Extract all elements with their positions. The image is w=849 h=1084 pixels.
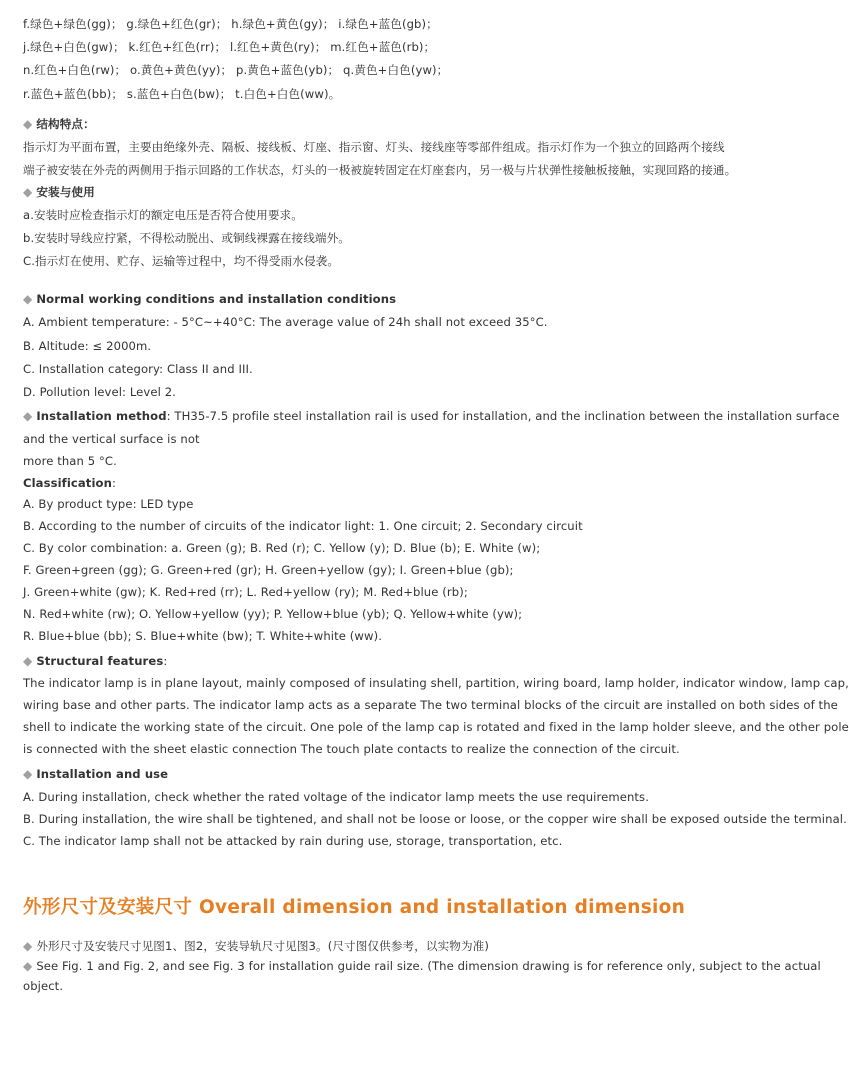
color-item: q.黄色+白色(yw)；: [343, 63, 449, 77]
en-conditions-b: B. Altitude: ≤ 2000m.: [23, 339, 152, 353]
color-item: r.蓝色+蓝色(bb)；: [23, 87, 124, 101]
en-conditions-a: A. Ambient temperature: - 5°C~+40°C: The average value of 24h shall not exceed 35°C.: [23, 315, 548, 329]
en-classification-line: B. According to the number of circuits of the indicator light: 1. One circuit; 2. Secondary circuit: [23, 519, 583, 533]
bullet-icon: ◆: [23, 292, 33, 306]
color-item: t.白色+白色(ww)。: [235, 87, 341, 101]
color-item: p.黄色+蓝色(yb)；: [236, 63, 340, 77]
en-use-heading: ◆ Installation and use: [23, 767, 169, 781]
zh-structure-body-2: 端子被安装在外壳的两侧用于指示回路的工作状态，灯头的一极被旋转固定在灯座套内，另一极与片状弹性接触板接触，实现回路的接通。: [23, 163, 737, 177]
bullet-icon: ◆: [23, 409, 33, 423]
bullet-icon: ◆: [23, 767, 33, 781]
dimension-en-note-1: ◆ See Fig. 1 and Fig. 2, and see Fig. 3 for installation guide rail size. (The dimension drawing is for reference only, subject to the actual: [23, 959, 821, 973]
color-item: g.绿色+红色(gr)；: [126, 17, 228, 31]
color-item: o.黄色+黄色(yy)；: [130, 63, 233, 77]
color-line-2: [23, 39, 835, 55]
zh-install-b: b.安装时导线应拧紧，不得松动脱出、或铜线裸露在接线端外。: [23, 231, 350, 245]
zh-install-a: a.安装时应检查指示灯的额定电压是否符合使用要求。: [23, 208, 303, 222]
en-conditions-c: C. Installation category: Class II and III.: [23, 362, 253, 376]
en-classification-line: A. By product type: LED type: [23, 497, 194, 511]
color-line-4: [23, 86, 835, 102]
en-conditions-heading: ◆ Normal working conditions and installation conditions: [23, 292, 397, 306]
en-method-line-2: and the vertical surface is not: [23, 432, 200, 446]
en-classification-heading: Classification:: [23, 476, 116, 490]
en-structure-line: is connected with the sheet elastic connection The touch plate contacts to realize the connection of the circuit.: [23, 742, 680, 756]
dimension-section-title: 外形尺寸及安装尺寸 Overall dimension and installation dimension: [23, 897, 686, 918]
en-classification-line: F. Green+green (gg); G. Green+red (gr); H. Green+yellow (gy); I. Green+blue (gb);: [23, 563, 514, 577]
color-item: n.红色+白色(rw)；: [23, 63, 127, 77]
en-structure-heading: ◆ Structural features:: [23, 654, 168, 668]
en-method-line-3: more than 5 °C.: [23, 454, 117, 468]
bullet-icon: ◆: [23, 654, 33, 668]
en-structure-line: shell to indicate the working state of the circuit. One pole of the lamp cap is rotated and fixed in the lamp holder sleeve, and the other pole: [23, 720, 849, 734]
dimension-zh-note: ◆ 外形尺寸及安装尺寸见图1、图2，安装导轨尺寸见图3。(尺寸图仅供参考，以实物为准): [23, 939, 489, 953]
color-item: l.红色+黄色(ry)；: [229, 40, 327, 54]
bullet-icon: ◆: [23, 959, 33, 973]
bullet-icon: ◆: [23, 185, 33, 199]
en-use-line: B. During installation, the wire shall be tightened, and shall not be loose or loose, or the copper wire shall be exposed outside the terminal.: [23, 812, 847, 826]
color-item: s.蓝色+白色(bw)；: [126, 87, 232, 101]
en-classification-line: C. By color combination: a. Green (g); B. Red (r); C. Yellow (y); D. Blue (b); E. White (w);: [23, 541, 541, 555]
en-classification-line: J. Green+white (gw); K. Red+red (rr); L. Red+yellow (ry); M. Red+blue (rb);: [23, 585, 468, 599]
bullet-icon: ◆: [23, 117, 33, 131]
en-structure-line: The indicator lamp is in plane layout, mainly composed of insulating shell, partition, wiring board, lamp holder, indicator window, lamp cap,: [23, 676, 849, 690]
color-item: j.绿色+白色(gw)；: [23, 40, 125, 54]
zh-structure-heading: ◆ 结构特点：: [23, 117, 95, 131]
zh-structure-body-1: 指示灯为平面布置，主要由绝缘外壳、隔板、接线板、灯座、指示窗、灯头、接线座等零部件组成。指示灯作为一个独立的回路两个接线: [23, 140, 725, 154]
en-classification-line: N. Red+white (rw); O. Yellow+yellow (yy); P. Yellow+blue (yb); Q. Yellow+white (yw);: [23, 607, 523, 621]
en-use-line: C. The indicator lamp shall not be attacked by rain during use, storage, transportation, etc.: [23, 834, 563, 848]
color-line-1: [23, 16, 835, 32]
color-item: k.红色+红色(rr)；: [128, 40, 227, 54]
color-item: m.红色+蓝色(rb)；: [330, 40, 436, 54]
dimension-en-note-2: object.: [23, 979, 64, 993]
en-structure-line: wiring base and other parts. The indicator lamp acts as a separate The two terminal blocks of the circuit are installed on both sides of the: [23, 698, 838, 712]
zh-install-heading: ◆ 安装与使用: [23, 185, 95, 199]
color-item: i.绿色+蓝色(gb)；: [338, 17, 438, 31]
bullet-icon: ◆: [23, 939, 33, 953]
en-use-line: A. During installation, check whether the rated voltage of the indicator lamp meets the use requirements.: [23, 790, 649, 804]
en-conditions-d: D. Pollution level: Level 2.: [23, 385, 176, 399]
color-item: f.绿色+绿色(gg)；: [23, 17, 123, 31]
en-method-line-1: ◆ Installation method: TH35-7.5 profile steel installation rail is used for installation, and the inclination between the installation surface: [23, 409, 840, 423]
zh-install-c: C.指示灯在使用、贮存、运输等过程中，均不得受雨水侵袭。: [23, 254, 340, 268]
color-item: h.绿色+黄色(gy)；: [231, 17, 335, 31]
en-classification-line: R. Blue+blue (bb); S. Blue+white (bw); T. White+white (ww).: [23, 629, 382, 643]
color-line-3: [23, 62, 835, 78]
